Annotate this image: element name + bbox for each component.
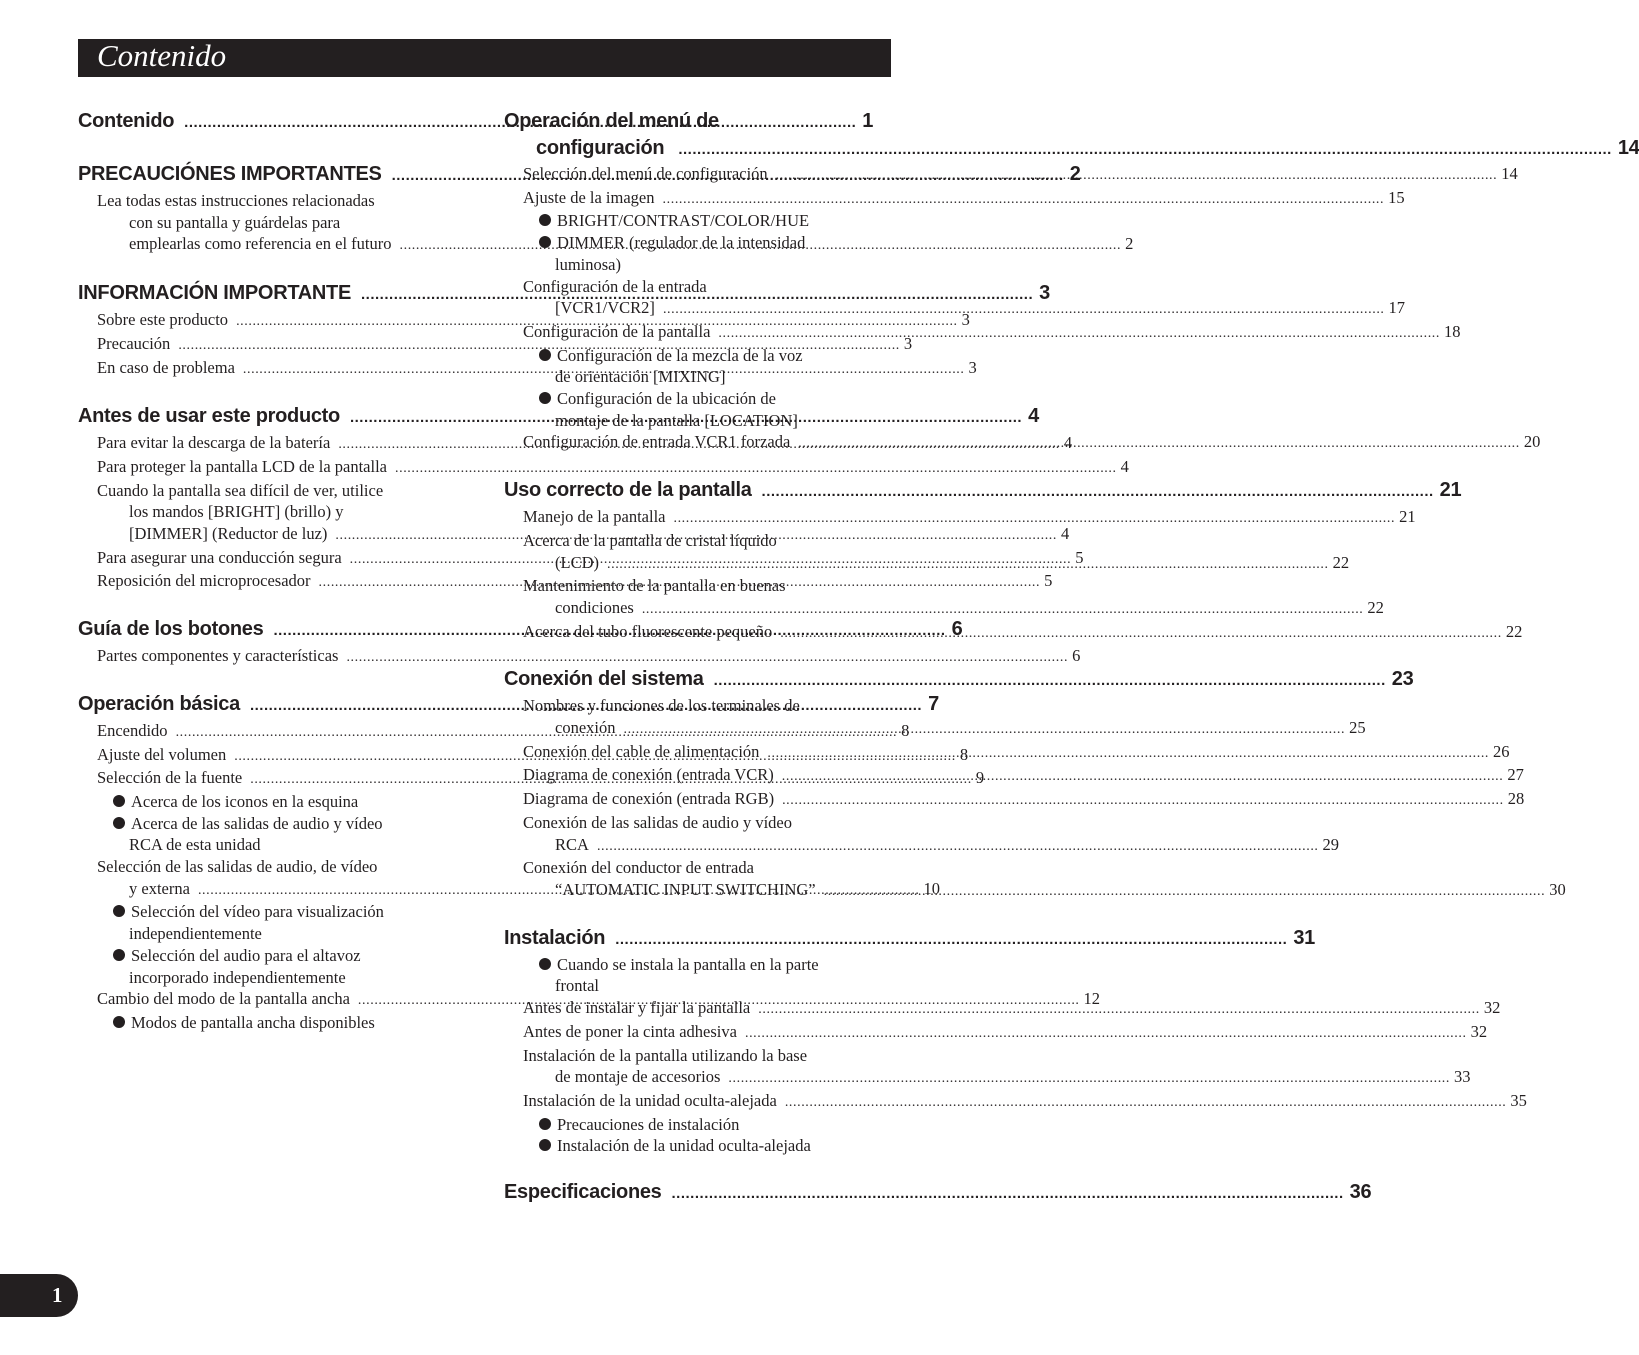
bullet-icon [113,905,125,917]
toc-entry-text: Antes de poner la cinta adhesiva [523,1021,737,1041]
section-page-number: 1 [862,110,874,132]
toc-entry[interactable] [78,212,459,234]
toc-bullet-item[interactable] [504,232,885,254]
toc-entry[interactable] [504,857,885,879]
title-bar [78,39,891,77]
toc-entry-text: Antes de instalar y fijar la pantalla [523,998,751,1018]
toc-entry-text: Selección de la fuente [97,768,243,788]
section-page-number: 21 [1439,479,1462,502]
toc-entry-text: Conexión del cable de alimentación [523,741,760,761]
toc-section [504,108,1639,455]
toc-entry-text: emplearlas como referencia en el futuro [129,234,392,254]
toc-entry-text: Configuración de la entrada [523,276,707,296]
toc-entry[interactable] [504,1066,1471,1090]
toc-entry-text: Selección del vídeo para visualización [131,902,384,922]
toc-entry[interactable] [504,597,1384,621]
toc-entry-text: conexión [555,718,616,738]
bullet-icon [113,795,125,807]
dot-leader [718,323,1440,345]
toc-page-number: 33 [1454,1067,1471,1087]
toc-entry-text: Cambio del modo de la pantalla ancha [97,989,350,1009]
dot-leader [762,478,1434,505]
toc-entry-text: Configuración de la mezcla de la voz [557,345,803,365]
dot-leader [607,554,1329,576]
toc-entry[interactable] [504,297,1406,321]
toc-entry-text: Manejo de la pantalla [523,507,666,527]
section-page-number: 31 [1293,926,1315,949]
toc-page-number: 5 [1075,547,1084,567]
bullet-icon [539,214,551,226]
toc-bullet-item[interactable] [78,967,459,989]
section-heading-text: PRECAUCIÓNES IMPORTANTES [78,163,382,185]
toc-entry[interactable] [78,190,459,212]
toc-bullet-item[interactable] [78,923,459,945]
dot-leader [597,836,1319,858]
toc-entry-text: luminosa) [555,254,621,274]
section-heading-text: Antes de usar este producto [78,405,340,428]
toc-bullet-item[interactable] [504,975,885,997]
toc-page-number: 32 [1470,1021,1488,1041]
toc-page-number: 8 [901,720,910,740]
dot-leader [776,165,1498,187]
toc-bullet-item[interactable] [78,791,459,813]
toc-bullet-item[interactable] [504,1135,885,1157]
toc-entry-text: BRIGHT/CONTRAST/COLOR/HUE [557,211,810,231]
section-heading[interactable] [504,1179,1372,1207]
toc-entry-text: con su pantalla y guárdelas para [129,212,341,232]
toc-entry[interactable] [504,695,885,717]
section-heading-text: Guía de los botones [78,618,264,641]
toc-entry-text: Para evitar la descarga de la batería [97,433,331,453]
toc-entry-text: Nombres y funciones de los terminales de [523,696,800,716]
toc-entry-text: DIMMER (regulador de la intensidad [557,233,806,253]
toc-entry-text: Acerca de la pantalla de cristal líquido [523,530,777,550]
toc-entry-text: Instalación de la unidad oculta-alejada [523,1090,777,1110]
toc-entry[interactable] [504,812,885,834]
section-page-number: 14 [1617,137,1639,159]
section-heading[interactable] [504,477,1462,505]
toc-entry[interactable] [504,431,1541,455]
section-page-number: 36 [1349,1181,1372,1204]
toc-entry[interactable] [504,163,1518,187]
bullet-icon [113,1016,125,1028]
toc-entry-text: [DIMMER] (Reductor de luz) [129,524,328,544]
dot-leader [758,999,1480,1021]
section-page-number: 6 [951,618,963,641]
toc-bullet-item[interactable] [78,834,459,856]
toc-section [504,477,1523,644]
toc-entry[interactable] [504,552,1350,576]
toc-entry-text: Precauciones de instalación [557,1114,740,1134]
toc-page-number: 22 [1505,621,1523,641]
toc-entry-text: Selección de las salidas de audio, de vídeo [97,857,378,877]
toc-entry[interactable] [504,575,885,597]
bullet-icon [539,958,551,970]
toc-entry[interactable] [504,1045,885,1067]
section-page-number: 23 [1391,668,1414,691]
bullet-icon [539,1118,551,1130]
toc-entry-text: de montaje de accesorios [555,1067,721,1087]
dot-leader [785,1092,1507,1114]
toc-page-number: 20 [1523,432,1541,452]
toc-entry-text: (LCD) [555,552,599,572]
toc-section [504,1179,1372,1207]
dot-leader [745,1023,1467,1045]
section-heading-line: Operación del menú de [504,110,719,132]
toc-entry-text: de orientación [MIXING] [555,367,726,387]
toc-entry-text: Encendido [97,720,168,740]
toc-bullet-item[interactable] [78,1012,459,1034]
toc-page-number: 28 [1507,789,1525,809]
toc-entry-text: Mantenimiento de la pantalla en buenas [523,576,786,596]
toc-entry-text: frontal [555,976,599,996]
toc-entry[interactable] [504,276,885,298]
dot-leader [714,667,1386,694]
toc-entry-text: Acerca de los iconos en la esquina [131,791,359,811]
toc-page-number: 4 [1061,524,1070,544]
toc-page-number: 5 [1044,571,1053,591]
toc-entry-text: Conexión del conductor de entrada [523,858,754,878]
dot-leader [824,881,1546,903]
dot-leader [663,189,1385,211]
toc-entry-text: Acerca del tubo fluorescente pequeño [523,621,773,641]
toc-bullet-item[interactable] [78,945,459,967]
section-heading[interactable] [504,108,1639,163]
toc-entry[interactable] [504,530,885,552]
toc-page-number: 22 [1367,597,1384,617]
page-number-tab [0,1274,78,1317]
toc-entry[interactable] [78,480,459,502]
toc-page-number: 25 [1349,718,1366,738]
dot-leader [672,1180,1344,1207]
toc-entry-text: Conexión de las salidas de audio y vídeo [523,812,792,832]
dot-leader [615,926,1287,953]
toc-entry-text: Configuración de la pantalla [523,321,711,341]
toc-bullet-item[interactable] [78,813,459,835]
section-heading-text: Instalación [504,926,606,949]
toc-entry-text: Lea todas estas instrucciones relacionadas [97,191,375,210]
toc-entry-text: incorporado independientemente [129,967,346,987]
dot-leader [642,599,1364,621]
section-heading-text: Conexión del sistema [504,668,704,691]
toc-entry-text: RCA de esta unidad [129,835,261,855]
toc-entry-text: Selección del audio para el altavoz [131,945,361,965]
toc-entry-text: Cuando se instala la pantalla en la parte [557,954,819,974]
toc-page-number: 32 [1483,998,1501,1018]
dot-leader [767,743,1489,765]
bullet-icon [539,392,551,404]
toc-page-number: 3 [961,310,970,330]
section-page-number: 7 [928,692,939,715]
section-heading[interactable] [504,925,1315,953]
bullet-icon [113,949,125,961]
bullet-icon [539,236,551,248]
toc-bullet-item[interactable] [78,901,459,923]
toc-page-number: 22 [1332,552,1350,572]
dot-leader [663,299,1385,321]
toc-entry-text: Sobre este producto [97,310,229,330]
dot-leader [780,623,1502,645]
toc-page-number: 15 [1388,187,1405,207]
toc-entry-text: Para asegurar una conducción segura [97,547,342,567]
toc-page-number: 3 [903,333,913,353]
toc-entry[interactable] [504,621,1523,645]
toc-entry-text: Reposición del microprocesador [97,571,311,591]
toc-bullet-item[interactable] [504,388,885,410]
toc-entry-text: Configuración de la ubicación de [557,389,777,409]
toc-entry-text: Cuando la pantalla sea difícil de ver, utilice [97,480,384,500]
toc-entry-text: y externa [129,878,190,898]
toc-page-number: 9 [975,768,985,788]
toc-page-number: 26 [1493,741,1510,761]
toc-page-number: 12 [1083,989,1101,1009]
toc-page-number: 14 [1501,164,1518,183]
toc-entry[interactable] [504,321,1461,345]
toc-page-number: 8 [959,744,969,764]
section-heading[interactable] [504,666,1414,694]
toc-bullet-item[interactable] [504,210,885,232]
toc-bullet-item[interactable] [504,345,885,367]
toc-bullet-item[interactable] [504,366,885,388]
toc-entry-text: Precaución [97,333,171,353]
toc-bullet-item[interactable] [504,254,885,276]
toc-page-number: 29 [1322,834,1340,854]
toc-entry-text: Para proteger la pantalla LCD de la pantalla [97,456,387,476]
page-title: Contenido [97,38,227,73]
toc-entry-text: Modos de pantalla ancha disponibles [131,1012,375,1032]
toc-page-number: 2 [1125,234,1134,254]
bullet-icon [539,1139,551,1151]
toc-entry[interactable] [504,187,1405,211]
toc-entry-text: montaje de la pantalla [LOCATION] [555,410,798,430]
section-heading-text: INFORMACIÓN IMPORTANTE [78,282,352,305]
toc-entry[interactable] [504,788,1525,812]
toc-entry[interactable] [78,856,459,878]
toc-entry[interactable] [504,506,1416,530]
toc-entry[interactable] [504,717,1366,741]
toc-entry-text: condiciones [555,597,634,617]
dot-leader [782,766,1504,788]
section-heading-text: Especificaciones [504,1181,662,1204]
toc-entry-text: Diagrama de conexión (entrada RGB) [523,789,775,809]
section-heading-line [504,135,1639,163]
toc-entry-text: “AUTOMATIC INPUT SWITCHING” [555,879,816,899]
dot-leader: ........................................................................................................................................................................................................ [678,141,1612,158]
dot-leader [782,790,1504,812]
toc-entry-text: Acerca de las salidas de audio y vídeo [131,813,383,833]
toc-entry[interactable] [78,645,1081,669]
toc-page-number: 18 [1444,321,1461,341]
toc-entry[interactable] [78,501,459,523]
toc-entry[interactable] [504,764,1524,788]
dot-leader [673,508,1395,530]
toc-page-number: 21 [1399,507,1416,527]
section-page-number: 3 [1039,282,1050,305]
bullet-icon [539,349,551,361]
toc-entry-text: RCA [555,834,589,854]
toc-page-number: 30 [1549,879,1566,899]
page-number: 1 [52,1283,63,1307]
toc-entry-text: Diagrama de conexión (entrada VCR) [523,765,774,785]
section-heading-text: Operación básica [78,692,240,715]
toc-entry[interactable] [504,834,1340,858]
section-page-number: 2 [1069,163,1081,185]
toc-bullet-item[interactable] [504,1114,885,1136]
toc-entry[interactable] [504,741,1510,765]
toc-entry-text: Configuración de entrada VCR1 forzada [523,432,791,452]
section-heading-text: Uso correcto de la pantalla [504,479,752,502]
toc-page-number: 4 [1120,456,1129,476]
toc-entry-text: [VCR1/VCR2] [555,298,655,318]
dot-leader [728,1068,1450,1090]
toc-entry-text: Instalación de la pantalla utilizando la base [523,1045,808,1065]
toc-page-number: 27 [1507,765,1524,785]
section-heading-text: Contenido [78,110,175,132]
toc-entry-text: Selección del menú de configuración [523,164,768,183]
toc-bullet-item[interactable] [504,410,885,432]
toc-bullet-item[interactable] [504,954,885,976]
toc-entry-text: Instalación de la unidad oculta-alejada [557,1136,811,1156]
toc-entry-text: Ajuste del volumen [97,744,227,764]
dot-leader [623,719,1345,741]
toc-page-number: 4 [1063,433,1073,453]
section-heading-text: configuración [536,137,665,159]
toc-entry[interactable] [504,1090,1527,1114]
toc-entry-text: Ajuste de la imagen [523,187,655,207]
toc-entry[interactable] [78,456,1129,480]
toc-page-number: 17 [1388,298,1406,318]
toc-page-number: 10 [923,878,941,898]
section-page-number: 4 [1028,405,1039,428]
toc-entry-text: los mandos [BRIGHT] (brillo) y [129,502,344,522]
dot-leader [798,433,1520,455]
bullet-icon [113,817,125,829]
toc-entry-text: En caso de problema [97,357,235,377]
toc-page-number: 35 [1510,1090,1527,1110]
toc-page-number: 6 [1072,646,1081,666]
toc-entry-text: independientemente [129,924,262,944]
toc-entry[interactable] [504,1021,1488,1045]
toc-entry-text: Partes componentes y características [97,646,339,666]
toc-page-number: 3 [968,357,977,377]
